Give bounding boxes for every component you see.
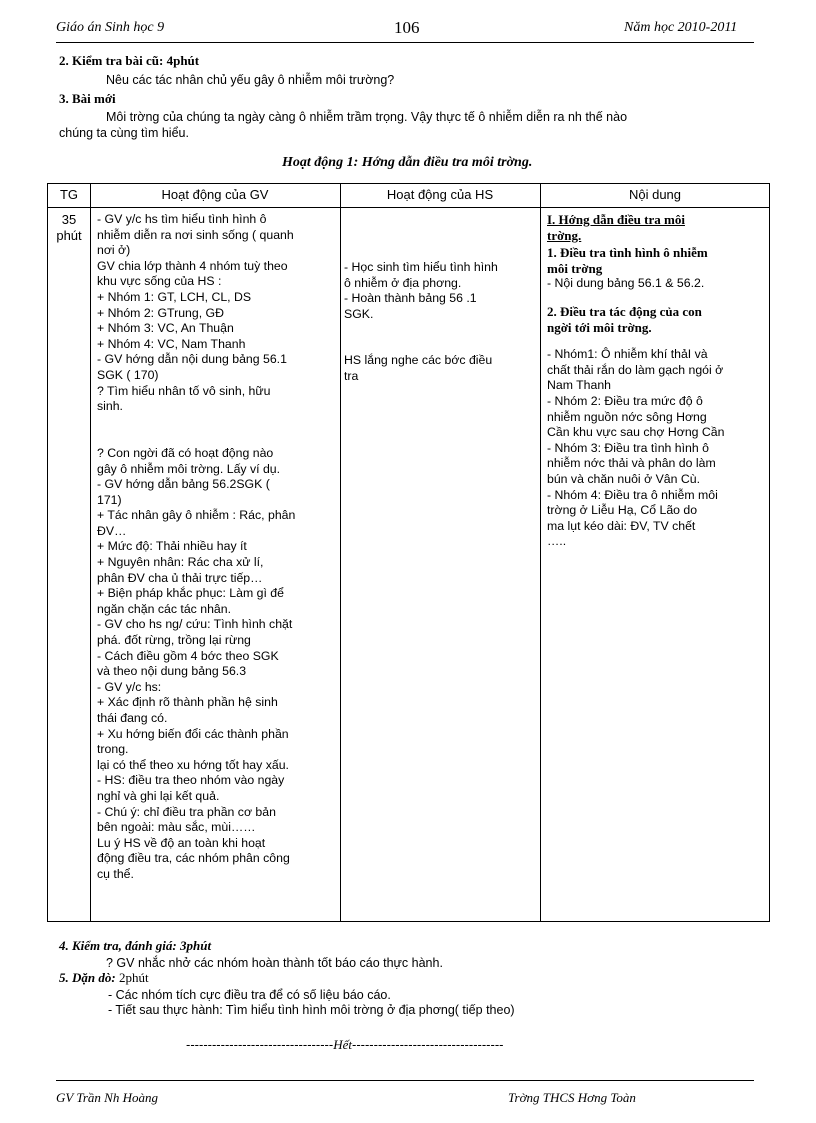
teacher-activity-line: khu vực sống của HS :	[97, 274, 222, 289]
content-group-line: chất thải rắn do làm gạch ngói ở	[547, 362, 724, 377]
teacher-activity-line: + Xu hớng biến đổi các thành phần	[97, 726, 289, 741]
teacher-activity-line: + Nhóm 2: GTrung, GĐ	[97, 305, 224, 320]
teacher-activity-line: - Cách điều gồm 4 bớc theo SGK	[97, 648, 279, 663]
student-activity-cell-b	[344, 353, 538, 384]
table-column-divider	[340, 184, 341, 921]
teacher-activity-line: + Nhóm 1: GT, LCH, CL, DS	[97, 289, 252, 304]
footer-divider	[56, 1080, 754, 1081]
content-heading-line-2: trờng.	[547, 227, 582, 243]
teacher-activity-line: gây ô nhiễm môi trờng. Lấy ví dụ.	[97, 461, 281, 476]
section-3-title: 3. Bài mới	[59, 91, 116, 106]
content-group-line: nhiễm nguồn nớc sông Hơng	[547, 409, 707, 424]
teacher-activity-line: nhiễm diễn ra nơi sinh sống ( quanh	[97, 227, 294, 242]
teacher-activity-line: - GV cho hs ng/ cứu: Tình hình chặt	[97, 617, 293, 632]
activity-table	[47, 183, 770, 922]
teacher-activity-line: ? Tìm hiểu nhân tố vô sinh, hữu	[97, 383, 271, 398]
teacher-activity-line: ĐV…	[97, 523, 127, 538]
section-2-title: 2. Kiểm tra bài cũ: 4phút	[59, 53, 200, 68]
teacher-activity-line: động điều tra, các nhóm phân công	[97, 851, 290, 866]
student-activity-line: ô nhiễm ở địa phơng.	[344, 275, 462, 290]
section-2-question: Nêu các tác nhân chủ yếu gây ô nhiễm môi trường?	[106, 73, 395, 87]
content-group-list	[547, 347, 769, 550]
teacher-activity-line: GV chia lớp thành 4 nhóm tuỳ theo	[97, 258, 288, 273]
section-5-item-2: - Tiết sau thực hành: Tìm hiểu tình hình môi trờng ở địa phơng( tiếp theo)	[108, 1003, 515, 1017]
teacher-activity-line: + Nhóm 3: VC, An Thuận	[97, 321, 234, 336]
teacher-activity-line: + Nhóm 4: VC, Nam Thanh	[97, 336, 246, 351]
header-title: Giáo án Sinh học 9	[56, 20, 165, 35]
header-divider	[56, 42, 754, 43]
table-header-divider	[48, 207, 769, 208]
section-3-intro-line-1: Môi trờng của chúng ta ngày càng ô nhiễm trầm trọng. Vậy thực tế ô nhiễm diễn ra nh thế nào	[106, 110, 628, 124]
end-marker-word: Hết	[333, 1037, 352, 1052]
content-sub2-line-1: 2. Điều tra tác động của con	[547, 303, 702, 319]
teacher-activity-line: - GV y/c hs:	[97, 679, 162, 694]
content-group-line: Cần khu vực sau chợ Hơng Cần	[547, 425, 725, 440]
student-activity-cell-a	[344, 260, 538, 322]
section-4-title: 4. Kiểm tra, đánh giá: 3phút	[59, 938, 212, 953]
content-group-line: - Nhóm1: Ô nhiễm khí thảI và	[547, 347, 708, 362]
student-activity-line: tra	[344, 368, 359, 383]
teacher-activity-line: trong.	[97, 742, 129, 757]
student-activity-line: SGK.	[344, 306, 374, 321]
teacher-activity-line: - HS: điều tra theo nhóm vào ngày	[97, 773, 285, 788]
footer-teacher: GV Trần Nh Hoàng	[56, 1090, 158, 1105]
content-group-line: bún và chăn nuôi ở Vân Cù.	[547, 471, 700, 486]
content-group-line: ma lụt kéo dài: ĐV, TV chết	[547, 518, 696, 533]
teacher-activity-line: thái đang có.	[97, 711, 168, 725]
page-number: 106	[394, 18, 420, 37]
content-group-line: nhiễm nớc thải và phân do làm	[547, 456, 716, 471]
content-sub1-line-2: môi trờng	[547, 260, 603, 276]
teacher-activity-line: - GV hớng dẫn bảng 56.2SGK (	[97, 477, 270, 492]
time-cell	[48, 212, 90, 243]
teacher-activity-line: - Chú ý: chỉ điều tra phần cơ bản	[97, 804, 276, 819]
table-header-student: Hoạt động của HS	[386, 187, 494, 202]
footer-school: Trờng THCS Hơng Toàn	[508, 1090, 636, 1105]
header-school-year: Năm học 2010-2011	[624, 20, 738, 35]
teacher-activity-line: ngăn chặn các tác nhân.	[97, 601, 231, 616]
teacher-activity-line: + Xác định rõ thành phần hệ sinh	[97, 695, 278, 710]
teacher-activity-line: cụ thể.	[97, 866, 134, 881]
content-group-line: Nam Thanh	[547, 378, 612, 393]
activity-title: Hoạt động 1: Hớng dẫn điều tra môi trờng.	[282, 155, 533, 170]
section-5-item-1: - Các nhóm tích cực điều tra để có số liệu báo cáo.	[108, 988, 391, 1002]
teacher-activity-line: sinh.	[97, 399, 123, 414]
table-header-teacher: Hoạt động của GV	[161, 187, 269, 202]
section-3-intro-line-2: chúng ta cùng tìm hiểu.	[59, 126, 189, 140]
section-5-heading	[59, 970, 149, 986]
end-marker-dashes-left: ----------------------------------	[186, 1037, 334, 1052]
teacher-activity-line	[97, 430, 337, 446]
content-sub2-line-2: ngời tới môi trờng.	[547, 319, 652, 335]
time-unit: phút	[56, 227, 82, 243]
teacher-activity-line: SGK ( 170)	[97, 367, 159, 382]
teacher-activity-line: + Mức độ: Thải nhiều hay ít	[97, 539, 247, 554]
table-column-divider	[540, 184, 541, 921]
teacher-activity-line: phân ĐV cha ủ thải trực tiếp…	[97, 570, 263, 585]
content-cell	[547, 212, 769, 550]
teacher-activity-line: và theo nội dung bảng 56.3	[97, 664, 247, 679]
teacher-activity-line: nơi ở)	[97, 243, 131, 258]
section-5-title: 5. Dặn dò:	[59, 970, 116, 985]
content-group-line: - Nhóm 3: Điều tra tình hình ô	[547, 440, 709, 455]
content-sub1-text: - Nội dung bảng 56.1 & 56.2.	[547, 276, 705, 291]
content-group-line: trờng ở Liễu Hạ, Cổ Lão do	[547, 503, 698, 518]
teacher-activity-line: + Tác nhân gây ô nhiễm : Rác, phân	[97, 508, 296, 523]
end-marker	[186, 1037, 504, 1053]
teacher-activity-line: + Biện pháp khắc phục: Làm gì để	[97, 586, 284, 601]
teacher-activity-line: Lu ý HS về độ an toàn khi hoạt	[97, 835, 266, 850]
table-header-time: TG	[59, 187, 79, 202]
content-heading-line-1: I. Hớng dẫn điều tra môi	[547, 212, 685, 227]
content-group-line: - Nhóm 2: Điều tra mức độ ô	[547, 393, 703, 408]
time-value: 35	[61, 212, 77, 227]
content-sub1-line-1: 1. Điều tra tình hình ô nhiễm	[547, 245, 708, 261]
teacher-activity-line: phá. đốt rừng, trồng lại rừng	[97, 633, 251, 648]
student-activity-line: HS lắng nghe các bớc điều	[344, 353, 493, 367]
teacher-activity-line: lại có thể theo xu hớng tốt hay xấu.	[97, 757, 289, 772]
teacher-activity-line: nghỉ và ghi lại kết quả.	[97, 788, 220, 803]
table-header-content: Nội dung	[628, 187, 682, 202]
teacher-activity-line: bên ngoài: màu sắc, mùi……	[97, 820, 256, 835]
section-5-time: 2phút	[115, 970, 149, 985]
end-marker-dashes-right: -----------------------------------	[351, 1037, 504, 1052]
teacher-activity-line: + Nguyên nhân: Rác cha xử lí,	[97, 555, 264, 570]
teacher-activity-line: - GV hớng dẫn nội dung bảng 56.1	[97, 352, 287, 367]
student-activity-line: - Học sinh tìm hiểu tình hình	[344, 260, 498, 274]
teacher-activity-cell	[97, 212, 337, 883]
content-group-line: - Nhóm 4: Điều tra ô nhiễm môi	[547, 487, 718, 502]
teacher-activity-line: 171)	[97, 492, 122, 507]
teacher-activity-line	[97, 415, 337, 431]
table-column-divider	[90, 184, 91, 921]
teacher-activity-line: ? Con ngời đã có hoạt động nào	[97, 445, 274, 460]
teacher-activity-line: - GV y/c hs tìm hiểu tình hình ô	[97, 212, 267, 226]
student-activity-line: - Hoàn thành bảng 56 .1	[344, 291, 477, 306]
content-group-line: …..	[547, 534, 567, 549]
section-4-text: ? GV nhắc nhở các nhóm hoàn thành tốt báo cáo thực hành.	[106, 956, 443, 970]
